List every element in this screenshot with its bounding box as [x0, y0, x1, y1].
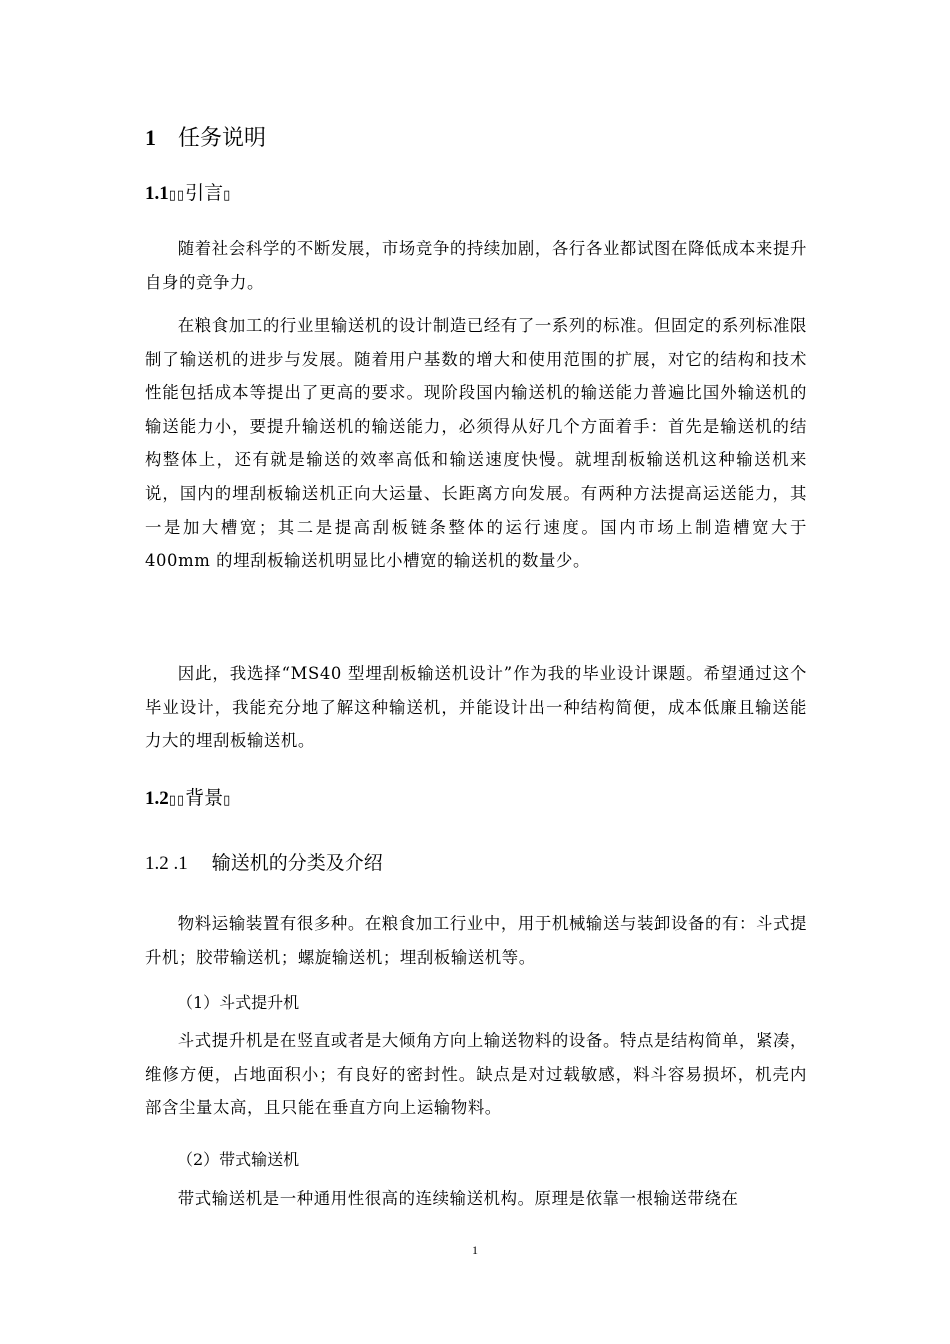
list-item-heading-belt-conveyor: （2）带式输送机: [177, 1150, 300, 1169]
chapter-heading: [145, 120, 266, 157]
paragraph-bucket-elevator: 斗式提升机是在竖直或者是大倾角方向上输送物料的设备。特点是结构简单，紧凑，维修方便，占地面积小；有良好的密封性。缺点是对过载敏感，料斗容易损坏，机壳内部含尘量太高，且只能在垂直方向上运输物料。: [145, 1031, 807, 1118]
subsection-number: 1.2 .1: [145, 853, 188, 874]
section-heading-introduction: [145, 178, 231, 211]
subsection-heading: [145, 848, 383, 879]
placeholder-glyphs: ▯▯: [168, 793, 186, 808]
chapter-number: 1: [145, 125, 156, 150]
section-title: 引言: [185, 182, 224, 204]
placeholder-glyph: ▯: [223, 188, 232, 203]
paragraph-intro-1: 随着社会科学的不断发展，市场竞争的持续加剧，各行各业都试图在降低成本来提升自身的竞争力。: [145, 239, 807, 292]
section-number: 1.1: [145, 183, 169, 204]
paragraph-intro-3: 因此，我选择“MS40 型埋刮板输送机设计”作为我的毕业设计课题。希望通过这个毕业设计，我能充分地了解这种输送机，并能设计出一种结构简便，成本低廉且输送能力大的埋刮板输送机。: [145, 664, 807, 751]
placeholder-glyph: ▯: [223, 793, 232, 808]
placeholder-glyphs: ▯▯: [168, 188, 186, 203]
paragraph-intro-2: 在粮食加工的行业里输送机的设计制造已经有了一系列的标准。但固定的系列标准限制了输送机的进步与发展。随着用户基数的增大和使用范围的扩展，对它的结构和技术性能包括成本等提出了更高的要求。现阶段国内输送机的输送能力普遍比国外输送机的输送能力小，要提升输送机的输送能力，必须得从好几个方面着手：首先是输送机的结构整体上，还有就是输送的效率高低和输送速度快慢。就埋刮板输送机这种输送机来说，国内的埋刮板输送机正向大运量、长距离方向发展。有两种方法提高运送能力，其一是加大槽宽；其二是提高刮板链条整体的运行速度。国内市场上制造槽宽大于 400mm 的埋刮板输送机明显比小槽宽的输送机的数量少。: [145, 316, 807, 571]
list-item-heading-bucket-elevator: （1）斗式提升机: [177, 993, 300, 1012]
section-number: 1.2: [145, 788, 169, 809]
section-title: 背景: [185, 787, 224, 809]
paragraph-belt-conveyor: 带式输送机是一种通用性很高的连续输送机构。原理是依靠一根输送带绕在: [177, 1189, 739, 1208]
page-number: 1: [472, 1243, 478, 1257]
chapter-title: 任务说明: [178, 126, 267, 151]
subsection-title: 输送机的分类及介绍: [211, 852, 383, 874]
paragraph-conveyor-types: 物料运输装置有很多种。在粮食加工行业中，用于机械输送与装卸设备的有：斗式提升机；胶带输送机；螺旋输送机；埋刮板输送机等。: [145, 914, 807, 967]
section-heading-background: [145, 783, 231, 816]
